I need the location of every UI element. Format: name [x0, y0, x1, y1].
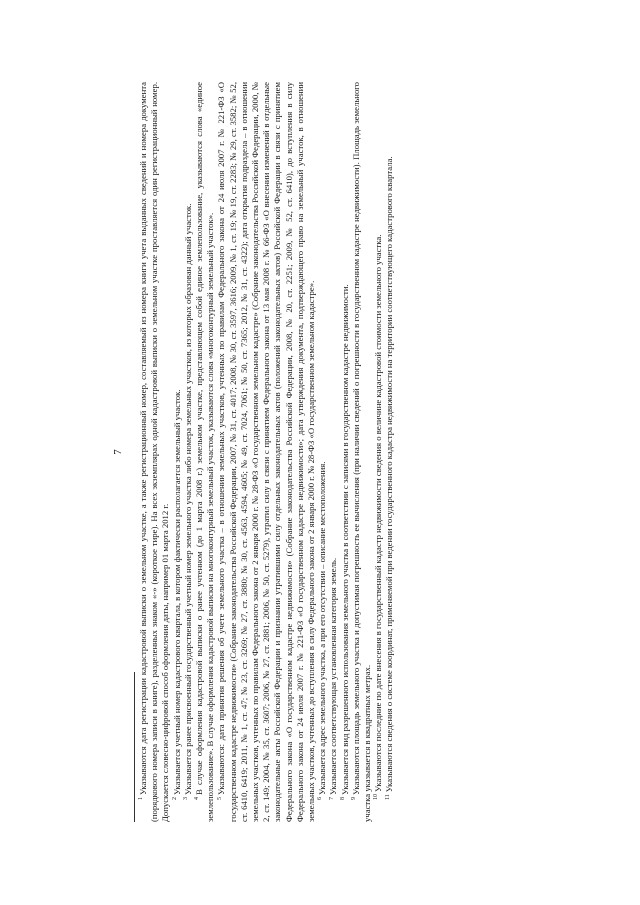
footnote [328, 82, 339, 822]
footnote [373, 82, 384, 822]
footnote-text: Указывается адрес земельного участка, а при его отсутствии – описание местоположения. [317, 461, 328, 795]
footnote-separator [134, 672, 135, 822]
footnote [138, 82, 172, 822]
footnote-text: Указывается соответствующая установленная категория земель. [328, 557, 339, 795]
footnote-text: Указываются сведения о системе координат, применяемой при ведении государственного кадастра недвижимости на территории соответствующего кадастрового квартала. [384, 156, 395, 793]
footnote [340, 82, 351, 822]
footnote-mark: 11 [384, 794, 391, 800]
footnote-text: Указывается учетный номер кадастрового квартала, в котором фактически располагается земельный участок. [171, 389, 182, 795]
footnote [351, 82, 373, 822]
footnote [384, 82, 395, 822]
footnote-mark: 2 [171, 797, 178, 800]
footnote-text: Указывается вид разрешенного использования земельного участка в соответствии с записями в государственном кадастре недвижимости. [339, 284, 350, 795]
footnote-mark: 8 [339, 797, 346, 800]
footnote [172, 82, 183, 822]
footnote-mark: 7 [328, 797, 335, 800]
rotated-page-content [80, 52, 560, 852]
footnote [183, 82, 194, 822]
footnote [194, 82, 216, 822]
footnote [317, 82, 328, 822]
footnote-text: Указываются последние по дате внесения в государственный кадастр недвижимости сведения о величине кадастровой стоимости земельного участка. [373, 234, 384, 792]
footnote-mark: 3 [182, 797, 189, 800]
footnote [216, 82, 317, 822]
footnote-mark: 1 [138, 797, 145, 800]
footnote-text: Указывается ранее присвоенный государственный учетный номер земельного участка либо номера земельных участков, из которых образован данный участок. [182, 203, 193, 795]
footnote-mark: 9 [350, 797, 357, 800]
footnote-mark: 5 [216, 797, 223, 800]
footnote-mark: 4 [194, 797, 201, 800]
footnote-mark: 10 [373, 794, 380, 800]
footnote-text: Указываются площадь земельного участка и допустимая погрешность ее вычисления (при наличии сведений о погрешности в государственном кадастре недвижимости). Площадь земельного участка указывается в квадратных метрах. [350, 82, 373, 822]
page-number: 7 [112, 449, 124, 455]
footnote-text: Указываются: дата принятия решения об учете земельного участка – в отношении земельных участков, учтенных по правилам Федерального закона от 24 июля 2007 г. № 221-ФЗ «О государственном кадастре недвижимости» (Собрание законодательства Российской Федерации, 2007, № 31, ст. 4017; 2008, № 30, ст. 3597, 3616; 2009, № 1, ст. 19; № 19, ст. 2283; № 29, ст. 3582; № 52, ст. 6410, 6419; 2011, № 1, ст. 47; № 23, ст. 3269; № 27, ст. 3880; № 30, ст. 4563, 4594, 4605; № 49, ст. 7024, 7061; № 50, ст. 7365; 2012, № 31, ст. 4322); дата открытия подраздела – в отношении земельных участков, учтенных по правилам Федерального закона от 2 января 2000 г. № 28-ФЗ «О государственном земельном кадастре» (Собрание законодательства Российской Федерации, 2000, № 2, ст. 149; 2004, № 35, ст. 3607; 2006, № 27, ст. 2881; 2006, № 50, ст. 5279), утратил силу в связи с принятием Федерального закона от 13 мая 2008 г. № 66-ФЗ «О внесении изменений в отдельные законодательные акты Российской Федерации и признании утратившими силу отдельных законодательных актов (положений законодательных актов) Российской Федерации в связи с принятием Федерального закона «О государственном кадастре недвижимости» (Собрание законодательства Российской Федерации, 2008, № 20, ст. 2251; 2009, № 52, ст. 6410), до вступления в силу Федерального закона от 24 июля 2007 г. № 221-ФЗ «О государственном кадастре недвижимости»; дата утверждения документа, подтверждающего право на земельный участок, в отношении земельных участков, учтенных до вступления в силу Федерального закона от 2 января 2000 г. № 28-ФЗ «О государственном земельном кадастре». [216, 82, 317, 822]
footnotes [138, 82, 396, 822]
footnote-text: В случае оформления кадастровой выписки о ранее учтенном (до 1 марта 2008 г.) земельном участке, представляющем собой единое землепользование, указываются слова «единое землепользование». В случае оформления кадастровой выписки на многоконтурный земельный участок, указываются слова «многоконтурный земельный участок». [194, 82, 216, 822]
footnote-mark: 6 [317, 797, 324, 800]
footnote-text: Указываются дата регистрации кадастровой выписки о земельном участке, а также регистрационный номер, составляемый из номера книги учета выданных сведений и номера документа (порядкового номера записи в книге), разделенных знаком «-» (короткое тире). На всех экземплярах одной кадастровой выписки о земельном участке проставляется один регистрационный номер. Допускается словесно-цифровой способ оформления даты, например 01 марта 2012 г. [138, 82, 171, 822]
